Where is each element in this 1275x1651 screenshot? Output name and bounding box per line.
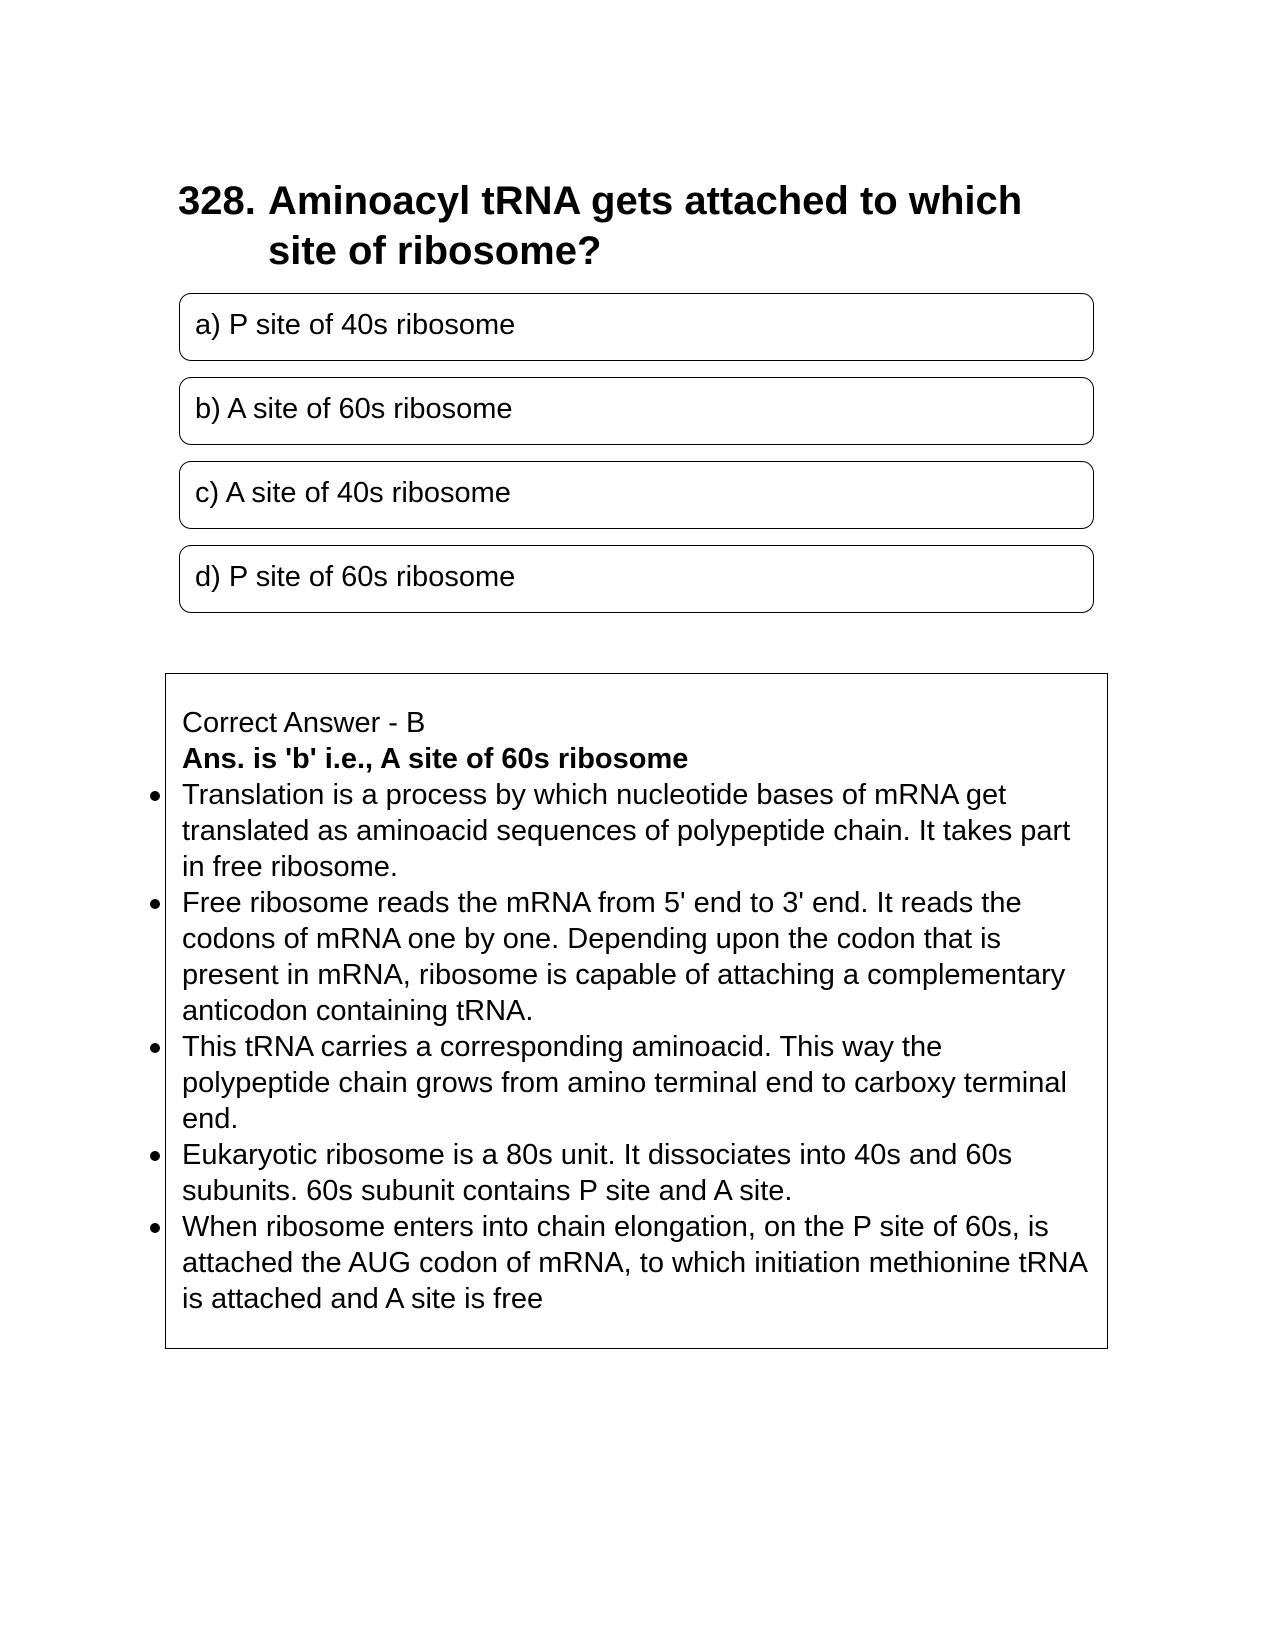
option-a[interactable] xyxy=(179,293,1094,361)
explanation-point xyxy=(182,777,1087,885)
bullet-icon xyxy=(150,1223,160,1233)
bullet-icon xyxy=(150,791,160,801)
bullet-icon xyxy=(150,899,160,909)
options-list xyxy=(179,293,1094,629)
question-number: 328. xyxy=(178,179,256,223)
answer-content xyxy=(182,705,1087,1317)
explanation-point xyxy=(182,1209,1087,1317)
answer-explanation-box xyxy=(165,673,1108,1349)
option-a-label: a) P site of 40s ribosome xyxy=(195,308,516,341)
explanation-point-text: Translation is a process by which nucleotide bases of mRNA get translated as aminoacid sequences of polypeptide chain. It takes part in free ribosome. xyxy=(182,779,1071,883)
explanation-point-text: Free ribosome reads the mRNA from 5' end to 3' end. It reads the codons of mRNA one by one. Depending upon the codon that is present in mRNA, ribosome is capable of attaching a complementary anticodon containing tRNA. xyxy=(182,887,1066,1027)
explanation-point xyxy=(182,1029,1087,1137)
question-text: Aminoacyl tRNA gets attached to which site of ribosome? xyxy=(268,179,1023,273)
explanation-point xyxy=(182,1137,1087,1209)
option-b[interactable] xyxy=(179,377,1094,445)
explanation-point-text: When ribosome enters into chain elongation, on the P site of 60s, is attached the AUG codon of mRNA, to which initiation methionine tRNA is attached and A site is free xyxy=(182,1211,1087,1315)
option-b-label: b) A site of 60s ribosome xyxy=(195,392,513,425)
bullet-icon xyxy=(150,1043,160,1053)
answer-heading: Ans. is 'b' i.e., A site of 60s ribosome xyxy=(182,743,689,775)
explanation-point-text: Eukaryotic ribosome is a 80s unit. It dissociates into 40s and 60s subunits. 60s subunit contains P site and A site. xyxy=(182,1139,1013,1207)
explanation-point-text: This tRNA carries a corresponding aminoacid. This way the polypeptide chain grows from amino terminal end to carboxy terminal end. xyxy=(182,1031,1067,1135)
explanation-point xyxy=(182,885,1087,1029)
correct-answer: Correct Answer - B xyxy=(182,707,426,739)
bullet-icon xyxy=(150,1151,160,1161)
option-d[interactable] xyxy=(179,545,1094,613)
option-c[interactable] xyxy=(179,461,1094,529)
option-c-label: c) A site of 40s ribosome xyxy=(195,476,511,509)
explanation-points xyxy=(182,777,1087,1317)
question-heading xyxy=(178,176,1088,276)
option-d-label: d) P site of 60s ribosome xyxy=(195,560,516,593)
